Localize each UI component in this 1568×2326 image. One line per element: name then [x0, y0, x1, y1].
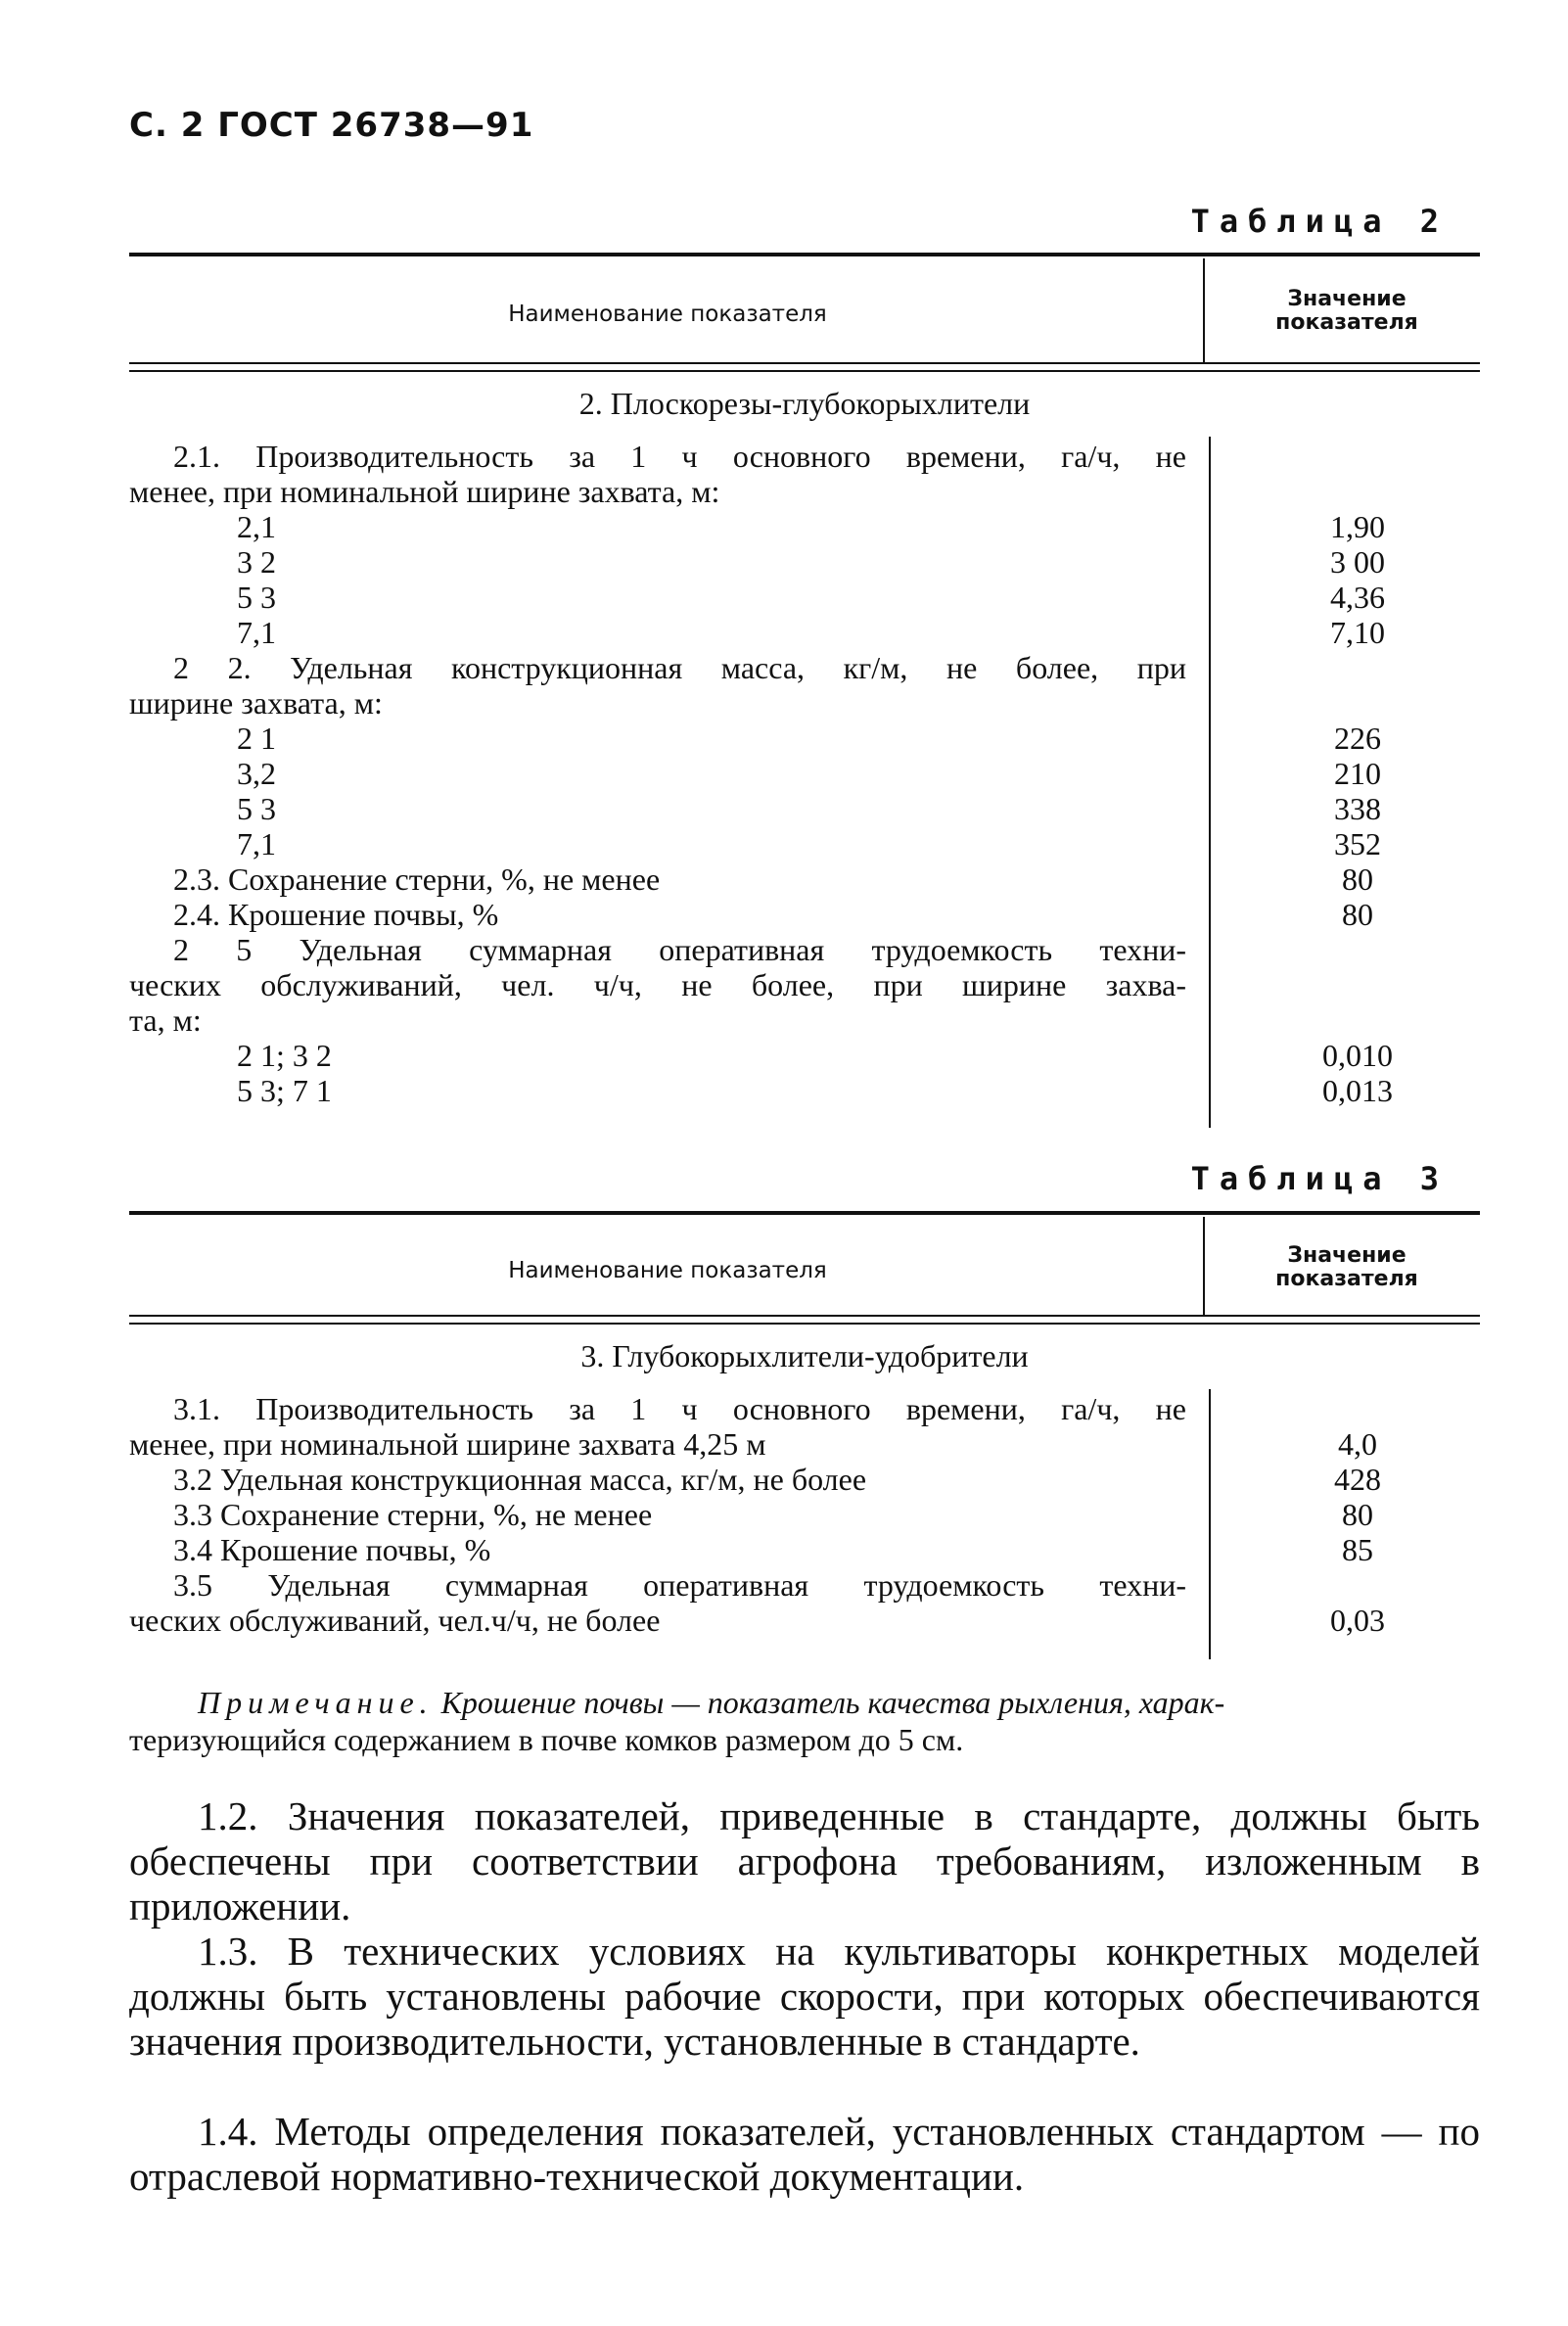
table-row: 2.1. Производительность за 1 ч основного времени, га/ч, не	[173, 439, 1186, 474]
table-row: 2 5 Удельная суммарная оперативная трудоемкость техни-	[173, 932, 1186, 967]
table-row: 3.2 Удельная конструкционная масса, кг/м, не более 428	[173, 1462, 1381, 1497]
table-row: ческих обслуживаний, чел.ч/ч, не более 0,03	[129, 1603, 1385, 1638]
note-text-line2: теризующийся содержанием в почве комков размером до 5 см.	[129, 1722, 964, 1757]
table2-caption: Таблица 2	[1190, 203, 1449, 240]
table3-name-header: Наименование показателя	[508, 1258, 827, 1283]
note-label: Примечание.	[198, 1685, 434, 1720]
table-row: 3.1. Производительность за 1 ч основного времени, га/ч, не	[173, 1391, 1186, 1426]
table-row: 5 3 338	[237, 791, 1381, 826]
paragraph-1-2: 1.2. Значения показателей, приведенные в стандарте, должны быть обеспечены при соответствии агрофона требованиям, изложенным в приложении.	[129, 1793, 1480, 1929]
table3-value-header: Значение показателя	[1275, 1243, 1418, 1291]
table-row: ческих обслуживаний, чел. ч/ч, не более, при ширине захва-	[129, 967, 1186, 1002]
table3-caption: Таблица 3	[1190, 1160, 1449, 1197]
table2-name-header: Наименование показателя	[508, 302, 827, 327]
table-row: 7,1 352	[237, 826, 1381, 861]
table-row: 2.4. Крошение почвы, % 80	[173, 897, 1373, 932]
table-note	[129, 1684, 1480, 1758]
table-row: 2 1 226	[237, 721, 1381, 756]
table-row: 3 2 3 00	[237, 544, 1385, 580]
table3-header-rule	[129, 1315, 1480, 1325]
table2-top-rule	[129, 253, 1480, 256]
table2	[129, 253, 1480, 1134]
table2-header-rule	[129, 362, 1480, 372]
page-header: С. 2 ГОСТ 26738—91	[129, 106, 534, 145]
table-row: 3.5 Удельная суммарная оперативная трудоемкость техни-	[173, 1567, 1186, 1603]
table-row: менее, при номинальной ширине захвата 4,25 м 4,0	[129, 1426, 1377, 1462]
paragraph-1-3: 1.3. В технических условиях на культиваторы конкретных моделей должны быть установлены рабочие скорости, при которых обеспечиваются значения производительности, установленные в стандарте.	[129, 1929, 1480, 2064]
table-row: 3.4 Крошение почвы, % 85	[173, 1532, 1373, 1567]
paragraph-1-4: 1.4. Методы определения показателей, установленных стандартом — по отраслевой нормативно-технической документации.	[129, 2109, 1480, 2199]
table-row: 3,2 210	[237, 756, 1381, 791]
table2-section-title: 2. Плоскорезы-глубокорыхлители	[578, 386, 1031, 421]
table-row: 5 3 4,36	[237, 580, 1385, 615]
table-row: 7,1 7,10	[237, 615, 1385, 650]
table-row: 3.3 Сохранение стерни, %, не менее 80	[173, 1497, 1373, 1532]
table-row: 5 3; 7 1 0,013	[237, 1073, 1393, 1108]
table-row: та, м:	[129, 1002, 202, 1038]
table2-value-header: Значение показателя	[1275, 287, 1418, 335]
note-text: Крошение почвы — показатель качества рыхления, харак-	[440, 1685, 1225, 1720]
table-row: 2 2. Удельная конструкционная масса, кг/м, не более, при	[173, 650, 1186, 685]
table-row: менее, при номинальной ширине захвата, м:	[129, 474, 720, 509]
table-row: 2,1 1,90	[237, 509, 1385, 544]
table3-top-rule	[129, 1211, 1480, 1215]
table3-section-title: 3. Глубокорыхлители-удобрители	[580, 1338, 1029, 1373]
table-row: 2 1; 3 2 0,010	[237, 1038, 1393, 1073]
table3	[129, 1211, 1480, 1671]
table-row: 2.3. Сохранение стерни, %, не менее 80	[173, 861, 1373, 897]
table-row: ширине захвата, м:	[129, 685, 383, 721]
